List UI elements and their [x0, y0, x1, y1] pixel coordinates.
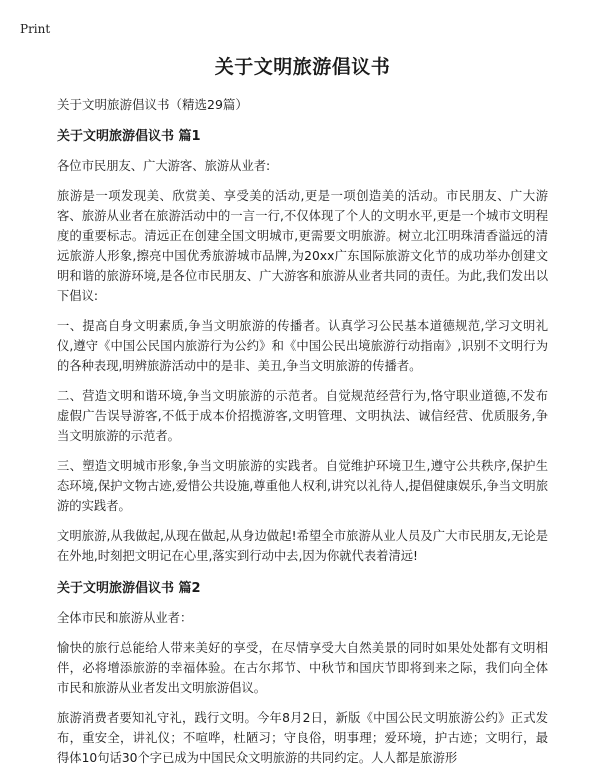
section-1-paragraph: 三、塑造文明城市形象,争当文明旅游的实践者。自觉维护环境卫生,遵守公共秩序,保护生态环境,保护文物古迹,爱惜公共设施,尊重他人权利,讲究以礼待人,提倡健康娱乐,争当文明旅游的实践者。 [57, 459, 548, 513]
section-1-salutation: 各位市民朋友、广大游客、旅游从业者: [57, 159, 271, 173]
page-title: 关于文明旅游倡议书 [214, 56, 391, 78]
section-2-salutation: 全体市民和旅游从业者： [57, 611, 193, 625]
section-1-paragraph: 一、提高自身文明素质,争当文明旅游的传播者。认真学习公民基本道德规范,学习文明礼仪,遵守《中国公民国内旅游行为公约》和《中国公民出境旅游行动指南》,识别不文明行为的各种表现,明辨旅游活动中的是非、美丑,争当文明旅游的传播者。 [57, 319, 548, 373]
section-2-paragraph: 旅游消费者要知礼守礼，践行文明。今年8月2日，新版《中国公民文明旅游公约》正式发布，重安全，讲礼仪；不喧哗，杜陋习；守良俗，明事理；爱环境，护古迹；文明行，最得体10句话30个字已成为中国民众文明旅游的共同约定。人人都是旅游形 [57, 711, 548, 765]
section-1-paragraph: 文明旅游,从我做起,从现在做起,从身边做起!希望全市旅游从业人员及广大市民朋友,无论是在外地,时刻把文明记在心里,落实到行动中去,因为你就代表着清远! [57, 529, 548, 563]
section-1-paragraph: 二、营造文明和谐环境,争当文明旅游的示范者。自觉规范经营行为,恪守职业道德,不发布虚假广告误导游客,不低于成本价招揽游客,文明管理、文明执法、诚信经营、优质服务,争当文明旅游的示范者。 [57, 389, 548, 443]
section-2-paragraph: 愉快的旅行总能给人带来美好的享受，在尽情享受大自然美景的同时如果处处都有文明相伴，必将增添旅游的幸福体验。在古尔邦节、中秋节和国庆节即将到来之际，我们向全体市民和旅游从业者发出文明旅游倡议。 [57, 641, 548, 695]
print-link[interactable]: Print [20, 22, 51, 36]
section-1-paragraph: 旅游是一项发现美、欣赏美、享受美的活动,更是一项创造美的活动。市民朋友、广大游客、旅游从业者在旅游活动中的一言一行,不仅体现了个人的文明水平,更是一个城市文明程度的重要标志。清远正在创建全国文明城市,更需要文明旅游。树立北江明珠清香溢远的清远旅游人形象,擦亮中国优秀旅游城市品牌,为20xx广东国际旅游文化节的成功举办创建文明和谐的旅游环境,是各位市民朋友、广大游客和旅游从业者共同的责任。为此,我们发出以下倡议: [57, 189, 548, 303]
section-heading-1: 关于文明旅游倡议书 篇1 [57, 129, 201, 144]
document-subtitle: 关于文明旅游倡议书（精选29篇） [57, 97, 248, 112]
section-heading-2: 关于文明旅游倡议书 篇2 [57, 581, 201, 596]
